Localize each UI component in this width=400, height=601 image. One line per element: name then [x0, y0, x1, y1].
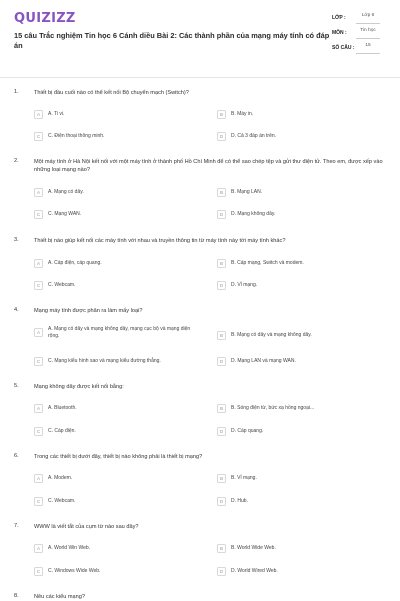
option-text: C. Webcam.: [48, 281, 76, 288]
option-c[interactable]: [34, 279, 194, 291]
question-number: 6.: [14, 453, 19, 459]
question-number: 1.: [14, 89, 19, 95]
option-text: B. Mạng có dây và mạng không dây.: [231, 331, 312, 338]
meta-subject-row: [332, 28, 388, 39]
meta-count-row: [332, 43, 388, 54]
option-c[interactable]: [34, 208, 194, 220]
question-number: 2.: [14, 158, 19, 164]
option-letter-box: C: [34, 132, 43, 141]
option-d[interactable]: [217, 279, 387, 291]
option-c[interactable]: [34, 565, 194, 577]
option-c[interactable]: [34, 130, 194, 142]
option-letter-box: D: [217, 497, 226, 506]
option-letter-box: C: [34, 427, 43, 436]
option-text: A. Bluetooth.: [48, 404, 77, 411]
question-text: WWW là viết tắt của cụm từ nào sau đây?: [34, 524, 139, 530]
option-text: A. Cáp điện, cáp quang.: [48, 259, 102, 266]
question-number: 4.: [14, 307, 19, 313]
option-text: B. Sóng điện từ, bức xạ hồng ngoại...: [231, 404, 315, 411]
option-d[interactable]: [217, 130, 387, 142]
option-text: C. Windows Wide Web.: [48, 567, 101, 574]
option-text: D. Vỉ mạng.: [231, 281, 258, 288]
option-a[interactable]: [34, 472, 194, 484]
option-letter-box: A: [34, 110, 43, 119]
question-number: 3.: [14, 237, 19, 243]
option-letter-box: C: [34, 210, 43, 219]
option-letter-box: D: [217, 427, 226, 436]
option-letter-box: A: [34, 404, 43, 413]
option-letter-box: D: [217, 567, 226, 576]
option-letter-box: A: [34, 544, 43, 553]
option-letter-box: D: [217, 357, 226, 366]
option-c[interactable]: [34, 355, 194, 367]
option-letter-box: C: [34, 497, 43, 506]
option-text: C. Điện thoại thông minh.: [48, 132, 105, 139]
question-text: Thiết bị đầu cuối nào có thể kết nối Bộ chuyển mạch (Switch)?: [34, 90, 189, 96]
option-letter-box: A: [34, 328, 43, 337]
option-letter-box: B: [217, 110, 226, 119]
option-d[interactable]: [217, 425, 387, 437]
option-letter-box: D: [217, 210, 226, 219]
question-number: 5.: [14, 383, 19, 389]
meta-class-row: [332, 13, 388, 24]
option-c[interactable]: [34, 495, 194, 507]
option-text: C. Cáp điện.: [48, 427, 76, 434]
option-letter-box: C: [34, 567, 43, 576]
option-letter-box: B: [217, 259, 226, 268]
option-letter-box: A: [34, 188, 43, 197]
option-text: D. World Wired Web.: [231, 567, 278, 574]
option-c[interactable]: [34, 425, 194, 437]
option-text: A. Mạng có dây và mạng không dây, mạng cục bộ và mạng diện rộng.: [48, 326, 191, 339]
option-text: B. Mạng LAN.: [231, 188, 263, 195]
option-text: D. Hub.: [231, 497, 248, 504]
option-letter-box: C: [34, 357, 43, 366]
subject-value: Tin học: [356, 28, 380, 39]
question-number: 7.: [14, 523, 19, 529]
option-b[interactable]: [217, 108, 387, 120]
option-text: A. Mạng có dây.: [48, 188, 84, 195]
question-text: Một máy tính ở Hà Nội kết nối với một máy tính ở thành phố Hồ Chí Minh để có thể sao chép tệp và gửi thư điện tử. Theo em, được xếp vào những loại mạng nào?: [34, 159, 383, 173]
worksheet-title: 15 câu Trắc nghiệm Tin học 6 Cánh diều Bài 2: Các thành phần của mạng máy tính có đáp án: [14, 31, 330, 50]
option-letter-box: B: [217, 331, 226, 340]
question-text: Mạng máy tính được phân ra làm mấy loại?: [34, 308, 143, 314]
option-b[interactable]: [217, 257, 387, 269]
option-b[interactable]: [217, 472, 387, 484]
option-text: D. Mạng không dây.: [231, 210, 276, 217]
option-a[interactable]: [34, 542, 194, 554]
class-label: LỚP :: [332, 15, 346, 21]
option-letter-box: B: [217, 188, 226, 197]
option-text: A. Modem.: [48, 474, 73, 481]
option-text: C. Webcam.: [48, 497, 76, 504]
class-value: Lớp 6: [356, 13, 380, 24]
option-d[interactable]: [217, 355, 387, 367]
option-letter-box: B: [217, 474, 226, 483]
option-letter-box: B: [217, 404, 226, 413]
option-b[interactable]: [217, 402, 387, 414]
option-text: C. Mạng WAN.: [48, 210, 82, 217]
option-a[interactable]: [34, 108, 194, 120]
quizizz-logo[interactable]: QUIZIZZ: [14, 11, 76, 26]
question-number: 8.: [14, 593, 19, 599]
option-b[interactable]: [217, 329, 387, 341]
option-a[interactable]: [34, 402, 194, 414]
option-d[interactable]: [217, 495, 387, 507]
question-text: Nêu các kiểu mạng?: [34, 594, 85, 600]
option-text: D. Cáp quang.: [231, 427, 264, 434]
option-text: B. Cáp mạng, Switch và modem.: [231, 259, 304, 266]
header-divider: [0, 77, 400, 78]
option-letter-box: A: [34, 259, 43, 268]
worksheet-meta: [332, 13, 388, 58]
question-text: Mạng không dây được kết nối bằng:: [34, 384, 124, 390]
question-count-label: SỐ CÂU :: [332, 45, 355, 51]
option-a[interactable]: [34, 325, 194, 341]
option-b[interactable]: [217, 542, 387, 554]
option-letter-box: B: [217, 544, 226, 553]
option-text: D. Mạng LAN và mạng WAN.: [231, 357, 296, 364]
question-text: Thiết bị nào giúp kết nối các máy tính với nhau và truyền thông tin từ máy tính này tới máy tính khác?: [34, 238, 286, 244]
option-letter-box: D: [217, 132, 226, 141]
question-text: Trong các thiết bị dưới đây, thiết bị nào không phải là thiết bị mạng?: [34, 454, 203, 460]
option-a[interactable]: [34, 186, 194, 198]
option-text: A. Ti vi.: [48, 110, 65, 117]
option-letter-box: C: [34, 281, 43, 290]
option-text: A. World Win Web.: [48, 544, 91, 551]
option-text: C. Mạng kiểu hình sao và mạng kiểu đường thẳng.: [48, 357, 161, 364]
option-a[interactable]: [34, 257, 194, 269]
option-text: B. Vỉ mạng.: [231, 474, 257, 481]
question-count-value: 15: [356, 43, 380, 54]
option-letter-box: A: [34, 474, 43, 483]
option-letter-box: D: [217, 281, 226, 290]
option-text: D. Cả 3 đáp án trên.: [231, 132, 277, 139]
option-b[interactable]: [217, 186, 387, 198]
subject-label: MÔN :: [332, 30, 347, 36]
option-text: B. World Wide Web.: [231, 544, 276, 551]
option-d[interactable]: [217, 208, 387, 220]
option-d[interactable]: [217, 565, 387, 577]
option-text: B. Máy in.: [231, 110, 254, 117]
